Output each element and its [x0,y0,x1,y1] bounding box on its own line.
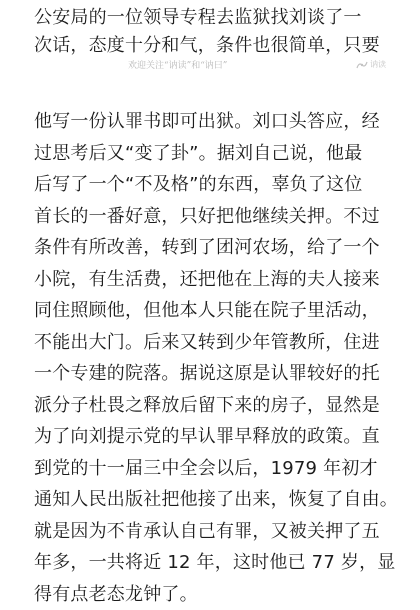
text-line: 首长的一番好意，只好把他继续关押。不过 [34,201,404,233]
text-line: 一个专建的院落。据说这原是认罪较好的托 [34,358,404,390]
naduo-logo-icon [356,60,368,70]
text-line: 他写一份认罪书即可出狱。刘口头答应，经 [34,106,404,138]
text-line: 得有点老态龙钟了。 [34,579,404,610]
text-line: 公安局的一位领导专程去监狱找刘谈了一 [34,4,394,32]
text-line: 到党的十一届三中全会以后，1979 年初才 [34,453,404,485]
text-line: 条件有所改善，转到了团河农场，给了一个 [34,232,404,264]
text-line: 小院，有生活费，还把他在上海的夫人接来 [34,264,404,296]
text-line: 为了向刘提示党的早认罪早释放的政策。直 [34,421,404,453]
watermark-text: 欢迎关注“讷读”和“讷曰” [128,58,227,71]
text-line: 后写了一个“不及格”的东西，辜负了这位 [34,169,404,201]
watermark-logo-text: 讷读 [370,59,386,70]
text-line: 通知人民出版社把他接了出来，恢复了自由。 [34,484,404,516]
watermark [0,58,420,74]
text-line: 就是因为不肯承认自己有罪，又被关押了五 [34,516,404,548]
text-line: 次话，态度十分和气，条件也很简单，只要 [34,32,394,60]
text-line: 年多，一共将近 12 年，这时他已 77 岁，显 [34,547,404,579]
text-line: 不能出大门。后来又转到少年管教所，住进 [34,327,404,359]
paragraph-top [34,4,394,60]
text-line: 派分子杜畏之释放后留下来的房子，显然是 [34,390,404,422]
paragraph-main [34,106,404,610]
watermark-logo [356,59,386,70]
text-line: 过思考后又“变了卦”。据刘自己说，他最 [34,138,404,170]
text-line: 同住照顾他，但他本人只能在院子里活动， [34,295,404,327]
